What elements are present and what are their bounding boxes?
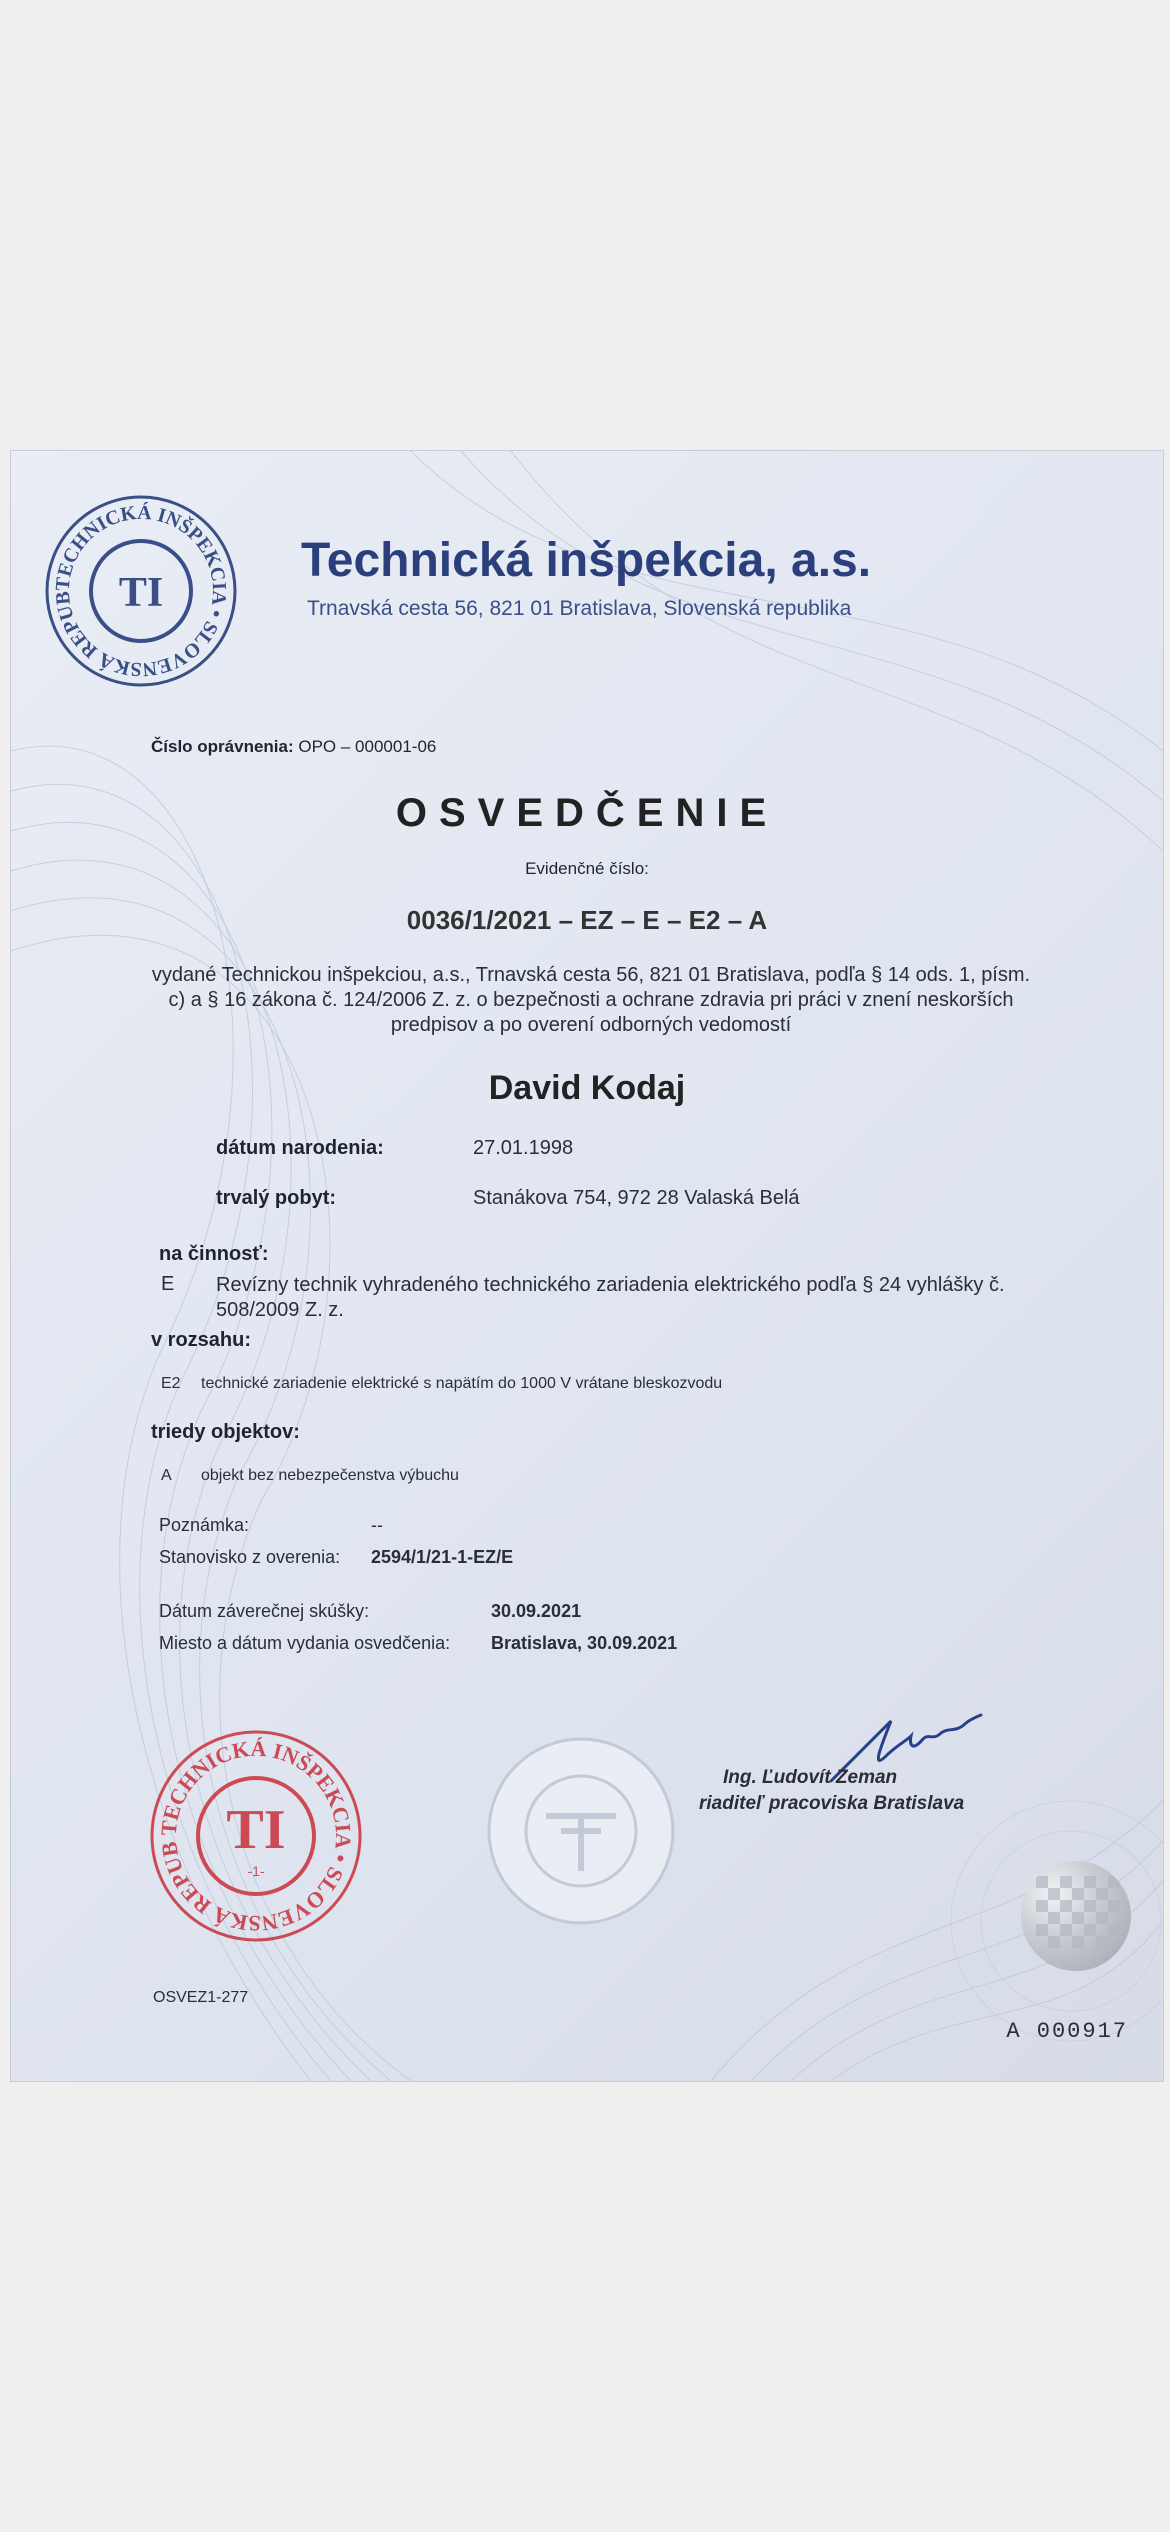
- exam-date-value: 30.09.2021: [491, 1601, 582, 1621]
- residence-value: Stanákova 754, 972 28 Valaská Belá: [473, 1187, 800, 1209]
- note-value: --: [371, 1515, 383, 1535]
- residence-label: trvalý pobyt:: [216, 1187, 337, 1209]
- seal-letters: TI: [118, 570, 164, 616]
- hologram-sticker: [1021, 1861, 1131, 1971]
- classes-code: A: [161, 1467, 172, 1484]
- scope-heading: v rozsahu:: [151, 1329, 252, 1351]
- stamp-number: -1-: [247, 1863, 265, 1879]
- birth-label: dátum narodenia:: [216, 1137, 384, 1159]
- seal-ring-text: TECHNICKÁ INŠPEKCIA • SLOVENSKÁ REPUB: [51, 501, 231, 681]
- certificate-document: [10, 450, 1164, 2082]
- issue-date-label: Miesto a dátum vydania osvedčenia:: [159, 1633, 451, 1653]
- official-red-stamp: [146, 1726, 366, 1946]
- exam-date-label: Dátum záverečnej skúšky:: [159, 1601, 370, 1621]
- classes-text: objekt bez nebezpečenstva výbuchu: [201, 1467, 459, 1484]
- company-name: Technická inšpekcia, a.s.: [301, 534, 872, 587]
- issue-date-value: Bratislava, 30.09.2021: [491, 1633, 678, 1653]
- signatory-name: Ing. Ľudovít Zeman: [723, 1767, 898, 1788]
- signatory-role: riaditeľ pracoviska Bratislava: [699, 1793, 965, 1814]
- stamp-letters: TI: [226, 1799, 286, 1861]
- permit-label: Číslo oprávnenia:: [151, 737, 294, 756]
- issued-statement: vydané Technickou inšpekciou, a.s., Trnavská cesta 56, 821 01 Bratislava, podľa § 14 ods. 1, písm. c) a § 16 zákona č. 124/2006 Z. z. o bezpečnosti a ochrane zdravia pri práci v znení neskorších predpisov a po overení odborných vedomostí: [151, 964, 1031, 1036]
- form-code: OSVEZ1-277: [153, 1989, 249, 2006]
- opinion-value: 2594/1/21-1-EZ/E: [371, 1547, 514, 1567]
- activity-heading: na činnosť:: [159, 1243, 269, 1265]
- embossed-seal: [481, 1731, 681, 1931]
- permit-number: [151, 737, 436, 757]
- scope-text: technické zariadenie elektrické s napätím do 1000 V vrátane bleskozvodu: [201, 1375, 723, 1392]
- permit-value: OPO – 000001-06: [298, 737, 437, 756]
- document-title: OSVEDČENIE: [395, 791, 779, 835]
- activity-code: E: [161, 1273, 175, 1295]
- activity-text: Revízny technik vyhradeného technického zariadenia elektrického podľa § 24 vyhlášky č. 508/2009 Z. z.: [216, 1274, 1005, 1321]
- company-address: Trnavská cesta 56, 821 01 Bratislava, Slovenská republika: [307, 597, 852, 620]
- opinion-label: Stanovisko z overenia:: [159, 1547, 341, 1567]
- stamp-ring-text: TECHNICKÁ INŠPEKCIA • SLOVENSKÁ REPUB: [155, 1735, 357, 1937]
- evidence-label: Evidenčné číslo:: [525, 859, 649, 878]
- birth-value: 27.01.1998: [473, 1137, 574, 1159]
- company-seal-logo: [41, 491, 241, 691]
- evidence-number: 0036/1/2021 – EZ – E – E2 – A: [406, 905, 768, 935]
- note-label: Poznámka:: [159, 1515, 250, 1535]
- classes-heading: triedy objektov:: [151, 1421, 300, 1443]
- scope-code: E2: [161, 1375, 181, 1392]
- serial-number: A 000917: [1006, 2019, 1128, 2044]
- holder-name: David Kodaj: [488, 1069, 686, 1107]
